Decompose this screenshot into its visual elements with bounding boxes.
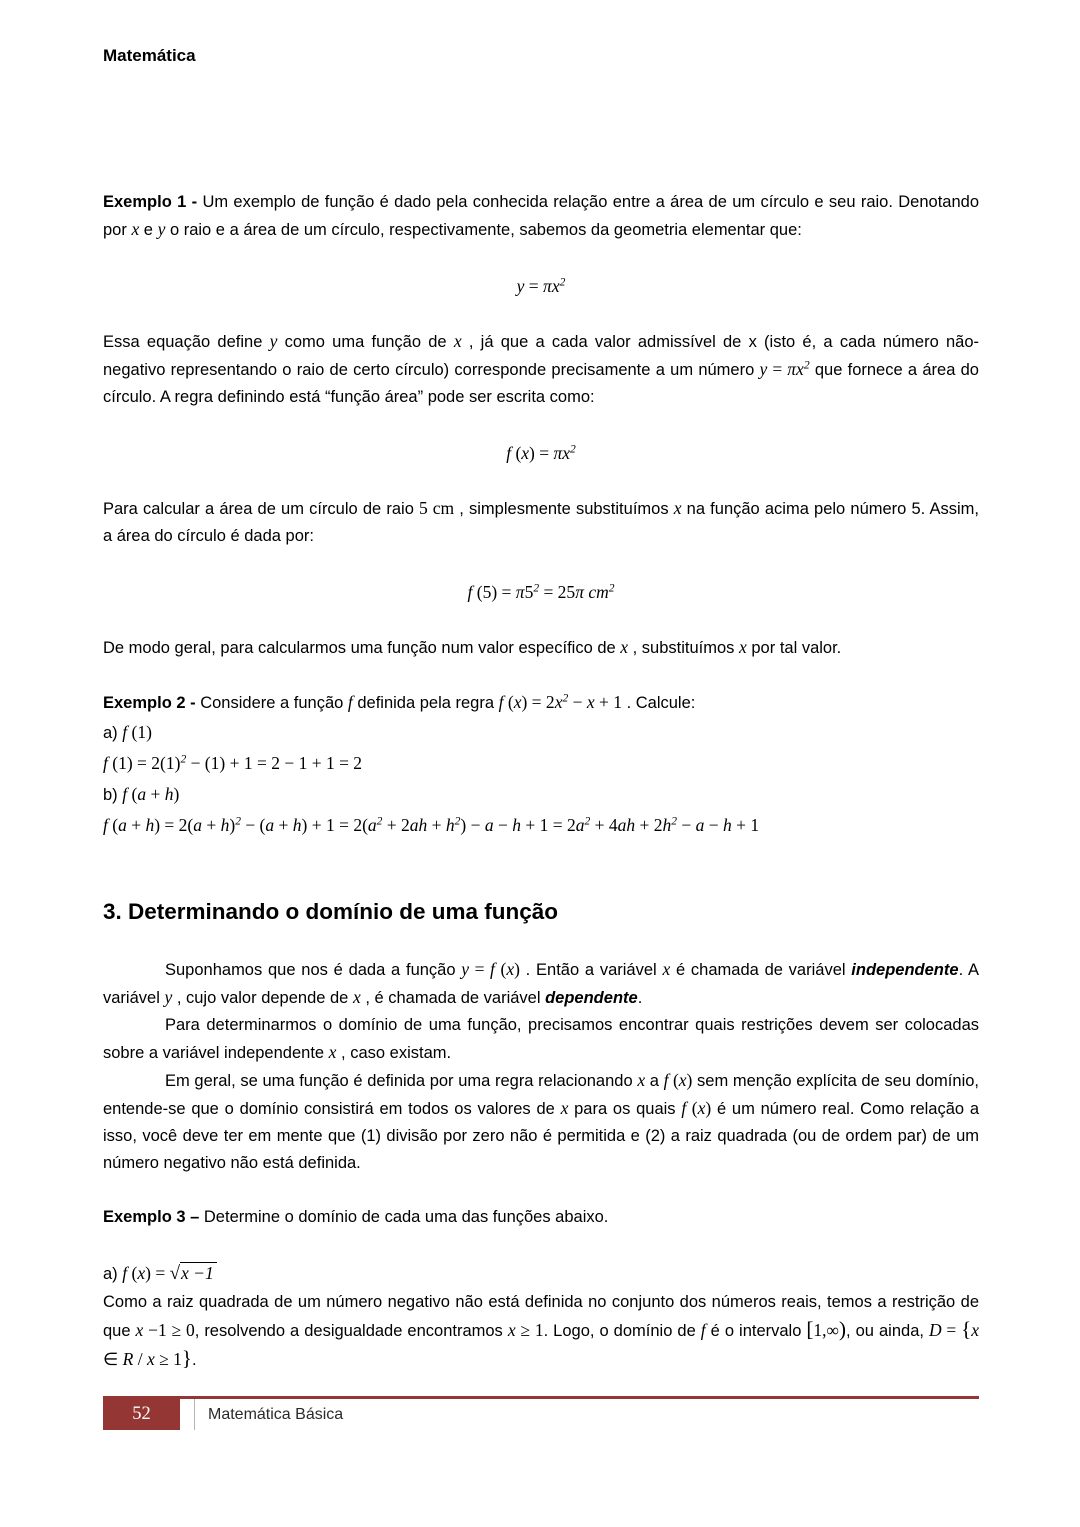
- line: [103, 810, 979, 841]
- text-run: 1,∞: [813, 1320, 840, 1340]
- text-run: f: [498, 692, 504, 712]
- text-run: (: [494, 959, 507, 979]
- text-run: , substituímos: [628, 639, 740, 657]
- text-run: b): [103, 786, 123, 804]
- text-run: π cm: [575, 582, 609, 602]
- text-run: }: [181, 1346, 192, 1370]
- text-run: a: [645, 1072, 664, 1090]
- text-run: f: [122, 1263, 128, 1283]
- text-run: 2: [570, 443, 576, 456]
- text-run: na função acima pelo número 5. Assim, a área do círculo é dada por:: [103, 500, 979, 545]
- text-run: (: [107, 815, 119, 835]
- text-run: ) =: [145, 1263, 170, 1283]
- text-run: /: [133, 1349, 147, 1369]
- text-run: ): [705, 1098, 712, 1118]
- text-run: x: [662, 959, 671, 979]
- text-run: é o intervalo: [705, 1322, 807, 1340]
- text-run: ): [173, 784, 180, 804]
- text-run: x: [554, 692, 563, 712]
- text-run: x: [513, 692, 522, 712]
- text-run: x: [135, 1320, 144, 1340]
- heading: [103, 897, 979, 927]
- text-run: , já que a cada valor admissível de x (isto é, a cada número não-negativo representando o raio de certo círculo) corresponde precisamente a um número: [103, 333, 980, 379]
- text-run: ≥ 1: [154, 1349, 182, 1369]
- text-run: independente: [851, 961, 959, 979]
- text-run: h: [164, 784, 174, 804]
- text-run: −: [704, 815, 723, 835]
- text-run: ah: [409, 815, 428, 835]
- paragraph: [103, 1289, 979, 1374]
- text-run: (1): [127, 722, 152, 742]
- text-run: f: [103, 753, 108, 773]
- text-run: + 1: [731, 815, 760, 835]
- text-run: 2: [803, 359, 810, 372]
- text-run: f: [700, 1320, 706, 1340]
- text-run: + 2: [382, 815, 410, 835]
- text-run: f: [467, 582, 473, 602]
- text-run: 2: [180, 753, 187, 766]
- text-run: −: [568, 692, 587, 712]
- text-run: {: [961, 1317, 972, 1341]
- text-run: x: [521, 443, 530, 463]
- text-run: (5) =: [472, 582, 516, 602]
- text-run: −1 ≥ 0: [143, 1320, 195, 1340]
- text-run: dependente: [545, 989, 638, 1007]
- text-run: ah: [617, 815, 636, 835]
- text-run: f: [122, 784, 128, 804]
- page-footer: [103, 1396, 979, 1430]
- text-run: definida pela regra: [352, 694, 499, 712]
- text-run: Um exemplo de função é dado pela conhecida relação entre a área de um círculo e seu raio. Denotando por: [103, 193, 979, 239]
- text-run: é um número real. Como relação a isso, você deve ter em mente que (1) divisão por zero não é permitida e (2) a raiz quadrada (ou de ordem par) de um número negativo não está definida.: [103, 1100, 980, 1172]
- text-run: =: [767, 359, 788, 379]
- text-run: y: [157, 219, 166, 239]
- text-run: (: [668, 1070, 679, 1090]
- text-run: Para calcular a área de um círculo de raio: [103, 500, 420, 518]
- text-run: Exemplo 1 -: [103, 193, 203, 211]
- text-run: h: [512, 815, 521, 835]
- page-number-badge: [103, 1399, 180, 1430]
- text-run: como uma função de: [277, 333, 454, 351]
- text-run: x: [620, 637, 629, 657]
- text-run: D: [928, 1320, 942, 1340]
- text-run: y: [269, 331, 278, 351]
- text-run: + 1: [594, 692, 622, 712]
- text-run: =: [941, 1320, 962, 1340]
- text-run: 5 cm: [419, 498, 455, 518]
- text-run: − (1) + 1 = 2 − 1 + 1 = 2: [186, 753, 363, 773]
- text-run: ≥ 1: [515, 1320, 544, 1340]
- text-run: De modo geral, para calcularmos uma função num valor específico de: [103, 639, 621, 657]
- text-run: Determine o domínio de cada uma das funções abaixo.: [203, 1208, 609, 1226]
- text-run: 2: [533, 582, 540, 595]
- paragraph: [103, 634, 979, 662]
- text-run: f: [663, 1070, 669, 1090]
- text-run: que fornece a área do círculo. A regra definindo está “função área” pode ser escrita como:: [103, 361, 979, 406]
- text-run: ): [839, 1317, 847, 1341]
- text-run: ) −: [460, 815, 485, 835]
- formula: [103, 271, 979, 302]
- text-run: é chamada de variável: [670, 961, 852, 979]
- text-run: a: [265, 815, 275, 835]
- text-run: f: [490, 959, 495, 979]
- text-run: sem menção explícita de seu domínio, entende-se que o domínio consistirá em todos os valores de: [103, 1072, 979, 1118]
- text-run: 2: [608, 582, 615, 595]
- text-run: =: [524, 276, 544, 296]
- text-run: para os quais: [568, 1100, 682, 1118]
- text-run: .: [191, 1351, 197, 1369]
- line: [103, 779, 979, 810]
- text-run: x: [453, 331, 462, 351]
- text-run: a: [695, 815, 705, 835]
- text-run: = 25: [539, 582, 576, 602]
- formula: [103, 438, 979, 469]
- line: [103, 717, 979, 748]
- text-run: ): [686, 1070, 693, 1090]
- paragraph: [103, 328, 979, 411]
- sqrt-expression: [170, 1265, 217, 1283]
- text-run: ): [154, 815, 161, 835]
- text-run: .: [637, 989, 643, 1007]
- text-run: h: [292, 815, 302, 835]
- paragraph: [103, 956, 979, 1012]
- text-run: + 2: [635, 815, 663, 835]
- paragraph: [103, 689, 979, 717]
- text-run: (: [511, 443, 522, 463]
- radical-sign: √: [169, 1263, 181, 1284]
- text-run: h: [723, 815, 732, 835]
- text-run: 2: [584, 815, 591, 828]
- paragraph: [103, 495, 979, 550]
- text-run: a): [103, 1265, 123, 1283]
- text-run: (: [127, 784, 138, 804]
- line: [103, 1258, 979, 1289]
- document-content: [103, 189, 979, 1374]
- text-run: a: [137, 784, 147, 804]
- text-run: −: [677, 815, 696, 835]
- text-run: x: [328, 1042, 337, 1062]
- text-run: 3. Determinando o domínio de uma função: [103, 899, 559, 924]
- text-run: . A variável: [103, 961, 980, 1007]
- text-run: 2: [671, 815, 677, 828]
- text-run: x: [560, 1098, 569, 1118]
- text-run: (: [686, 1098, 698, 1118]
- text-run: , resolvendo a desigualdade encontramos: [194, 1322, 508, 1340]
- text-run: (: [127, 1263, 138, 1283]
- text-run: a): [103, 724, 123, 742]
- text-run: x: [678, 1070, 687, 1090]
- text-run: f: [681, 1098, 687, 1118]
- text-run: ): [514, 959, 520, 979]
- text-run: π: [515, 582, 525, 602]
- text-run: 2: [454, 815, 461, 828]
- text-run: x: [352, 987, 361, 1007]
- text-run: f: [347, 692, 353, 712]
- text-run: y: [759, 359, 768, 379]
- text-run: a: [193, 815, 202, 835]
- text-run: +: [146, 784, 165, 804]
- text-run: por tal valor.: [746, 639, 842, 657]
- text-run: . Então a variável: [519, 961, 663, 979]
- text-run: h: [445, 815, 455, 835]
- footer-book-title: Matemática Básica: [208, 1405, 344, 1423]
- text-run: x: [586, 692, 595, 712]
- text-run: (1) = 2(1): [107, 753, 181, 773]
- text-run: Suponhamos que nos é dada a função: [165, 961, 462, 979]
- paragraph: [103, 189, 979, 244]
- text-run: 2: [376, 815, 383, 828]
- text-run: x: [506, 959, 515, 979]
- text-run: y: [461, 959, 470, 979]
- text-run: a: [484, 815, 494, 835]
- text-run: R: [122, 1349, 134, 1369]
- text-run: Em geral, se uma função é definida por uma regra relacionando: [165, 1072, 638, 1090]
- text-run: + 4: [590, 815, 618, 835]
- text-run: = 2(: [160, 815, 194, 835]
- text-run: y: [516, 276, 525, 296]
- text-run: ): [229, 815, 236, 835]
- text-run: f: [103, 815, 108, 835]
- text-run: Como a raiz quadrada de um número negativo não está definida no conjunto dos números reais, temos a restrição de que: [103, 1293, 979, 1340]
- text-run: 2: [559, 276, 566, 289]
- text-run: +: [274, 815, 293, 835]
- text-run: − (: [240, 815, 266, 835]
- text-run: a: [367, 815, 377, 835]
- text-run: a: [118, 815, 127, 835]
- text-run: x: [507, 1320, 516, 1340]
- text-run: 2: [562, 692, 569, 705]
- text-run: 2: [235, 815, 241, 828]
- formula: [103, 577, 979, 608]
- text-run: , ou ainda,: [846, 1322, 929, 1340]
- text-run: e: [139, 221, 158, 239]
- text-run: πx: [787, 359, 804, 379]
- paragraph: [103, 1204, 979, 1231]
- text-run: . Calcule:: [622, 694, 696, 712]
- paragraph: [103, 1067, 979, 1177]
- text-run: h: [662, 815, 672, 835]
- text-run: ) + 1 = 2(: [301, 815, 368, 835]
- text-run: Exemplo 3 –: [103, 1208, 204, 1226]
- text-run: Exemplo 2 -: [103, 694, 201, 712]
- text-run: +: [427, 815, 446, 835]
- text-run: x: [146, 1349, 155, 1369]
- text-run: h: [220, 815, 230, 835]
- text-run: x: [637, 1070, 646, 1090]
- text-run: a: [575, 815, 585, 835]
- text-run: x: [971, 1320, 979, 1340]
- text-run: πx: [553, 443, 571, 463]
- text-run: +: [201, 815, 221, 835]
- text-run: (: [503, 692, 514, 712]
- text-run: ) =: [529, 443, 554, 463]
- text-run: x: [131, 219, 140, 239]
- text-run: , caso existam.: [336, 1044, 452, 1062]
- text-run: x: [137, 1263, 146, 1283]
- text-run: y: [164, 987, 173, 1007]
- text-run: ∈: [103, 1349, 123, 1369]
- line: [103, 748, 979, 779]
- text-run: o raio e a área de um círculo, respectivamente, sabemos da geometria elementar que:: [165, 221, 802, 239]
- text-run: f: [122, 722, 128, 742]
- page-number: 52: [132, 1404, 151, 1424]
- text-run: −: [493, 815, 513, 835]
- text-run: 5: [524, 582, 534, 602]
- text-run: . Logo, o domínio de: [543, 1322, 701, 1340]
- text-run: h: [145, 815, 155, 835]
- paragraph: [103, 1012, 979, 1067]
- text-run: πx: [543, 276, 560, 296]
- text-run: , é chamada de variável: [360, 989, 546, 1007]
- text-run: +: [126, 815, 146, 835]
- text-run: ) = 2: [521, 692, 555, 712]
- footer-row: [103, 1399, 979, 1430]
- text-run: , simplesmente substituímos: [454, 500, 674, 518]
- radicand: x −1: [180, 1262, 217, 1283]
- page-header-title: Matemática: [103, 46, 196, 65]
- text-run: , cujo valor depende de: [172, 989, 353, 1007]
- text-run: + 1 = 2: [521, 815, 576, 835]
- text-run: x: [739, 637, 747, 657]
- text-run: x: [673, 498, 682, 518]
- text-run: f: [506, 443, 512, 463]
- text-run: Essa equação define: [103, 333, 270, 351]
- text-run: x: [697, 1098, 706, 1118]
- text-run: Considere a função: [200, 694, 348, 712]
- text-run: =: [469, 959, 491, 979]
- text-run: Para determinarmos o domínio de uma função, precisamos encontrar quais restrições devem ser colocadas sobre a variável independente: [103, 1016, 979, 1062]
- text-run: [: [806, 1317, 814, 1341]
